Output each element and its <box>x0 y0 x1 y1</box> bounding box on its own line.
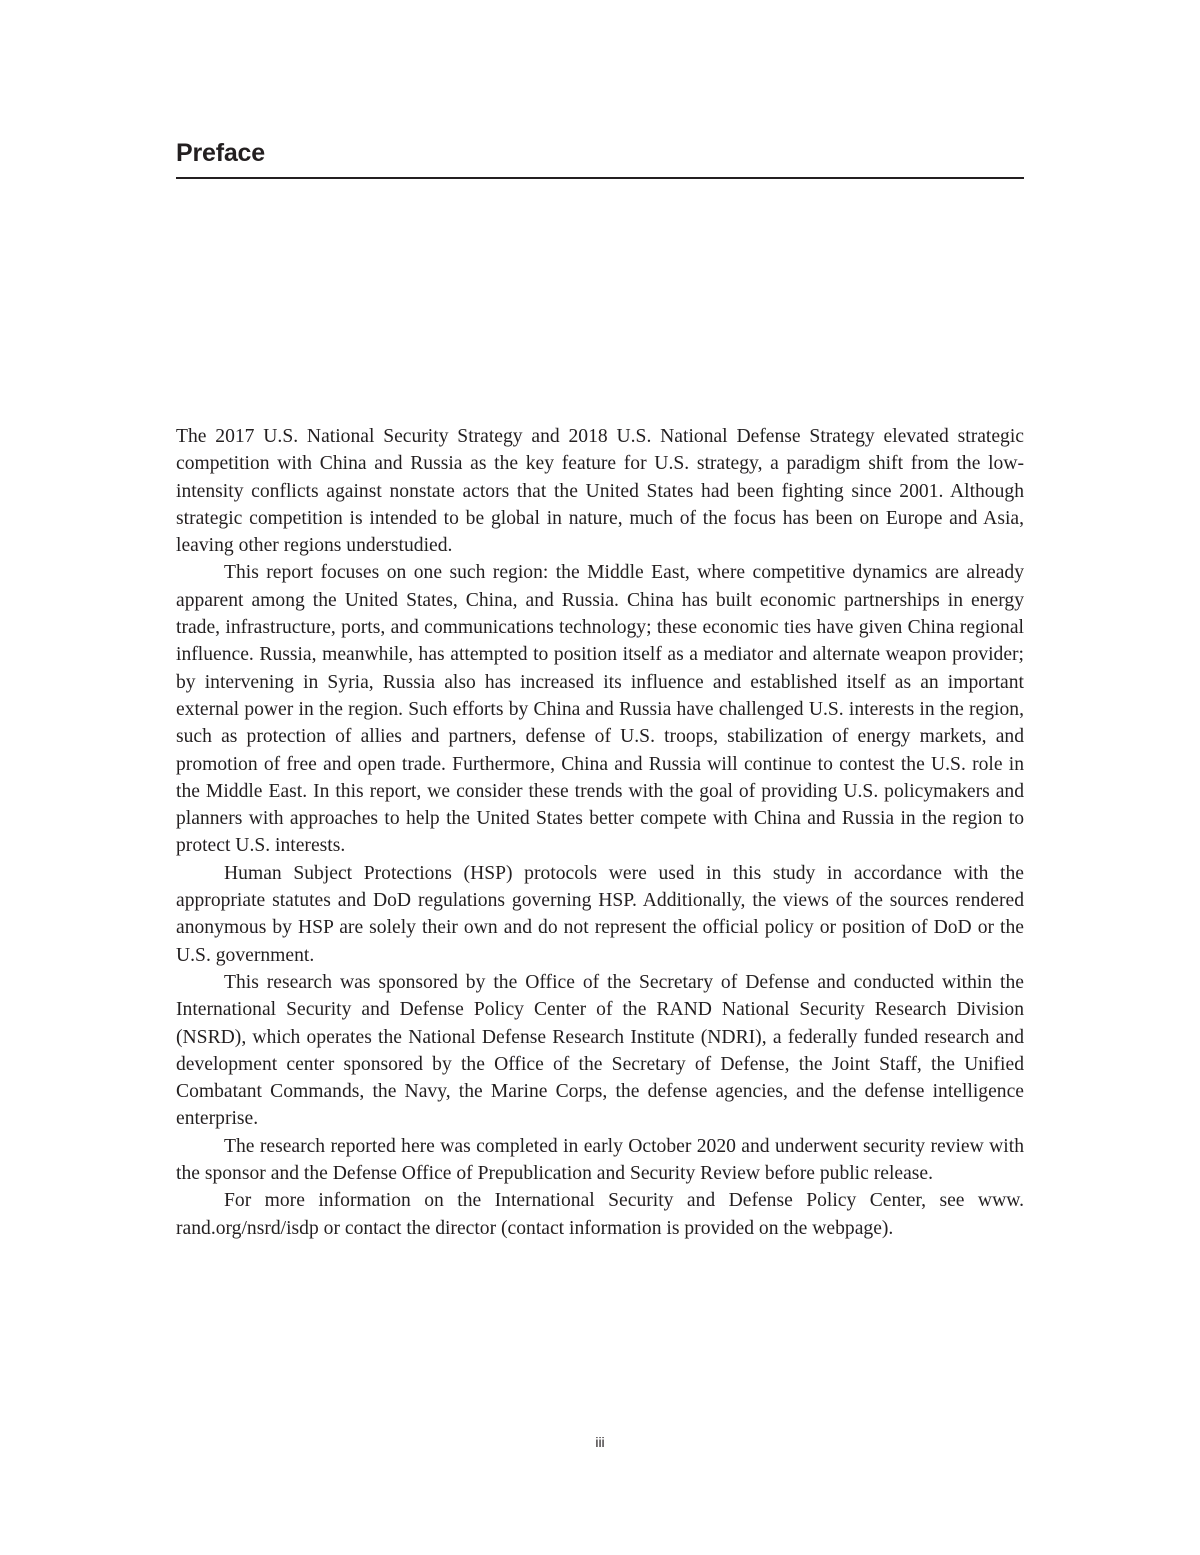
title-rule <box>176 177 1024 179</box>
paragraph-hsp: Human Subject Protections (HSP) protocols were used in this study in accordance with the appropriate statutes and DoD regulations governing HSP. Additionally, the views of the sources rendered anonymous by HSP are solely their own and do not represent the official policy or position of DoD or the U.S. government. <box>176 862 1024 966</box>
paragraph-review: The research reported here was completed in early October 2020 and underwent security review with the sponsor and the Defense Office of Prepublication and Security Review before public release. <box>176 1135 1024 1185</box>
heading-block <box>176 133 1024 179</box>
paragraph-region-focus: This report focuses on one such region: the Middle East, where competitive dynamics are already apparent among the United States, China, and Russia. China has built economic partnerships in energy trade, infrastructure, ports, and communications technology; these economic ties have given China regional influence. Russia, meanwhile, has attempted to position itself as a mediator and alternate weapon provider; by intervening in Syria, Russia also has increased its influence and established itself as an important external power in the region. Such efforts by China and Russia have challenged U.S. interests in the region, such as protection of allies and partners, defense of U.S. troops, stabilization of energy markets, and promotion of free and open trade. Furthermore, China and Russia will continue to contest the U.S. role in the Middle East. In this report, we consider these trends with the goal of providing U.S. policymakers and planners with approaches to help the United States better compete with China and Russia in the region to protect U.S. interests. <box>176 562 1024 857</box>
paragraph-intro: The 2017 U.S. National Security Strategy and 2018 U.S. National Defense Strategy elevated strategic competition with China and Russia as the key feature for U.S. strategy, a paradigm shift from the low-intensity conflicts against nonstate actors that the United States had been fighting since 2001. Although strategic competition is intended to be global in nature, much of the focus has been on Europe and Asia, leaving other regions understudied. <box>176 426 1024 557</box>
paragraph-sponsorship: This research was sponsored by the Office of the Secretary of Defense and conducted within the International Security and Defense Policy Center of the RAND National Security Research Division (NSRD), which operates the National Defense Research Institute (NDRI), a federally funded research and development center sponsored by the Office of the Secretary of Defense, the Joint Staff, the Unified Combatant Commands, the Navy, the Marine Corps, the defense agencies, and the defense intelligence enterprise. <box>176 971 1024 1130</box>
body-text <box>176 423 1024 1242</box>
page-number: iii <box>595 1434 605 1450</box>
paragraph-more-info: For more information on the International Security and Defense Policy Center, see www.​rand.org/nsrd/isdp or contact the director (contact information is provided on the webpage). <box>176 1190 1024 1239</box>
page-title: Preface <box>176 139 265 167</box>
